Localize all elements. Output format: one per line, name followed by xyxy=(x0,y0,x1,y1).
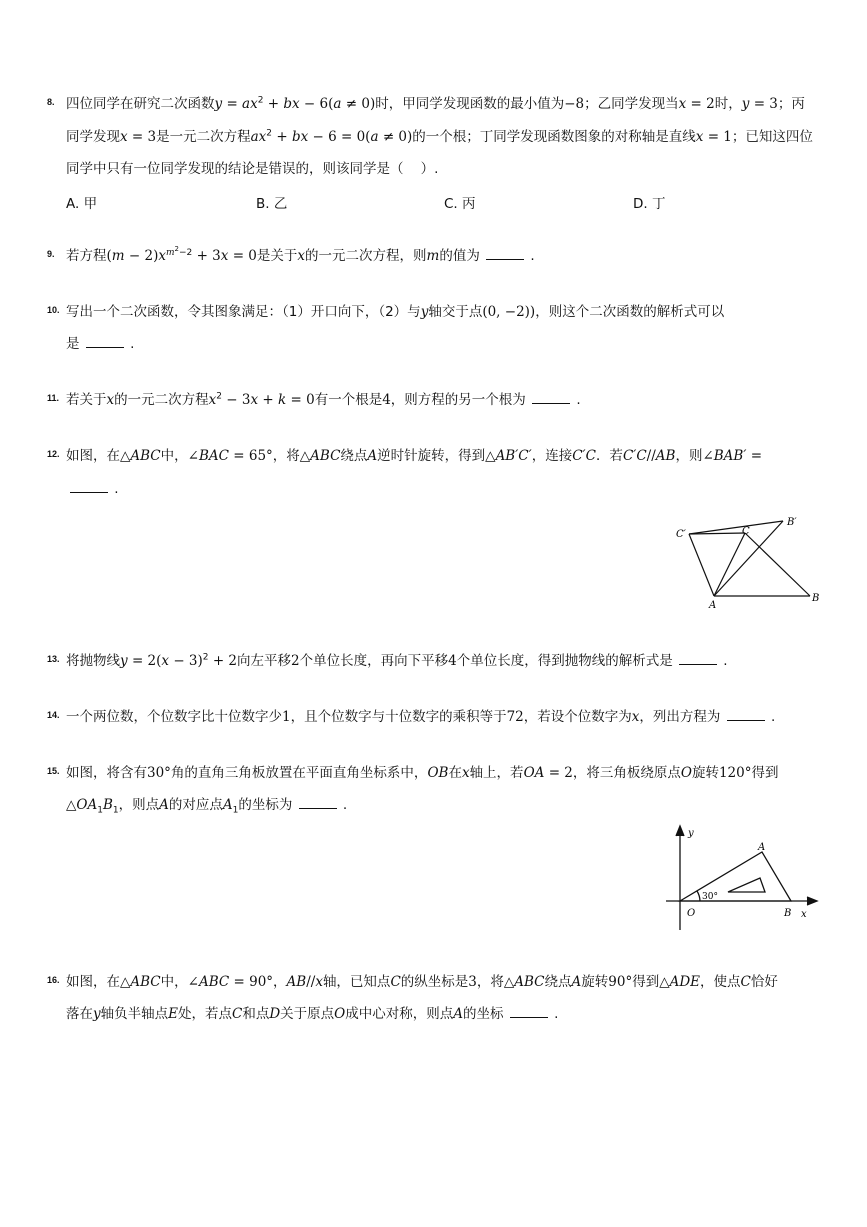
question-text-line: 若方程$(m - 2)x^{m^2-2} + 3x = 0$是关于x的一元二次方程，则m的值为 . xyxy=(66,244,535,264)
question-number: 11. xyxy=(47,393,60,403)
question-number: 13. xyxy=(47,654,60,664)
question-text-line: 一个两位数，个位数字比十位数字少1，且个位数字与十位数字的乘积等于72，若设个位数字为x，列出方程为 . xyxy=(66,709,776,725)
question-text-line: $\triangle OA_1B_1$，则点A的对应点$A_1$的坐标为 . xyxy=(66,797,348,816)
question-text-line: 是 . xyxy=(66,336,135,352)
answer-blank[interactable] xyxy=(679,652,717,665)
question-text-line: 如图，在△ABC中，∠BAC = 65°，将△ABC绕点A逆时针旋转，得到△AB′C′，连接C′C．若C′C//AB，则∠BAB′ = xyxy=(66,448,763,464)
answer-blank[interactable] xyxy=(486,247,524,260)
answer-blank[interactable] xyxy=(299,796,337,809)
question-number: 14. xyxy=(47,710,60,720)
question-text-line: 若关于x的一元二次方程$x^2 - 3x + k = 0$有一个根是4，则方程的另一个根为 . xyxy=(66,391,581,408)
answer-blank[interactable] xyxy=(727,708,765,721)
question-text-line: 写出一个二次函数，令其图象满足：（1）开口向下，（2）与y轴交于点(0, −2))，则这个二次函数的解析式可以 xyxy=(66,304,725,320)
label-30-degree: 30° xyxy=(702,892,718,902)
label-x: x xyxy=(801,909,807,920)
question-text-line: 如图，在△ABC中，∠ABC = 90°，AB//x轴，已知点C的纵坐标是3，将△ABC绕点A旋转90°得到△ADE，使点C恰好 xyxy=(66,974,778,990)
question-number: 16. xyxy=(47,975,60,985)
option-c[interactable]: C. 丙 xyxy=(444,196,476,212)
question-number: 12. xyxy=(47,449,60,459)
question-text-line: 如图，将含有30°角的直角三角板放置在平面直角坐标系中，OB在x轴上，若OA = 2，将三角板绕原点O旋转120°得到 xyxy=(66,765,779,781)
answer-blank[interactable] xyxy=(510,1005,548,1018)
question-text-line: 同学发现x = 3是一元二次方程$ax^2$ + bx − 6 = 0(a ≠ 0)的一个根；丁同学发现函数图象的对称轴是直线x = 1；已知这四位 xyxy=(66,128,813,145)
option-d[interactable]: D. 丁 xyxy=(633,196,666,212)
question-text-line: 同学中只有一位同学发现的结论是错误的，则该同学是（ ）. xyxy=(66,161,439,177)
answer-blank[interactable] xyxy=(532,391,570,404)
answer-blank[interactable] xyxy=(86,335,124,348)
label-y: y xyxy=(688,828,694,839)
label-c: C xyxy=(742,526,750,537)
question-text-line: 落在y轴负半轴点E处，若点C和点D关于原点O成中心对称，则点A的坐标 . xyxy=(66,1006,559,1022)
label-b-prime: B′ xyxy=(787,517,797,528)
label-b: B xyxy=(812,593,820,604)
question-number: 10. xyxy=(47,305,60,315)
question-number: 15. xyxy=(47,766,60,776)
label-o: O xyxy=(687,908,696,919)
rotation-triangle-figure xyxy=(670,510,830,615)
question-text-line: 四位同学在研究二次函数$y = ax^2$ + bx − 6(a ≠ 0)时，甲同学发现函数的最小值为−8；乙同学发现当x = 2时，y = 3；丙 xyxy=(66,95,805,112)
option-b[interactable]: B. 乙 xyxy=(256,196,288,212)
coordinate-triangle-figure xyxy=(660,822,820,934)
answer-blank[interactable] xyxy=(70,480,108,493)
question-number: 9. xyxy=(47,249,55,259)
question-text-line: . xyxy=(66,480,119,498)
label-c-prime: C′ xyxy=(676,529,686,540)
label-a: A xyxy=(758,842,766,853)
option-a[interactable]: A. 甲 xyxy=(66,196,98,212)
question-number: 8. xyxy=(47,97,55,107)
label-b: B xyxy=(784,908,792,919)
label-a: A xyxy=(709,600,717,611)
question-text-line: 将抛物线$y = 2(x - 3)^2 + 2$向左平移2个单位长度，再向下平移4个单位长度，得到抛物线的解析式是 . xyxy=(66,652,728,669)
